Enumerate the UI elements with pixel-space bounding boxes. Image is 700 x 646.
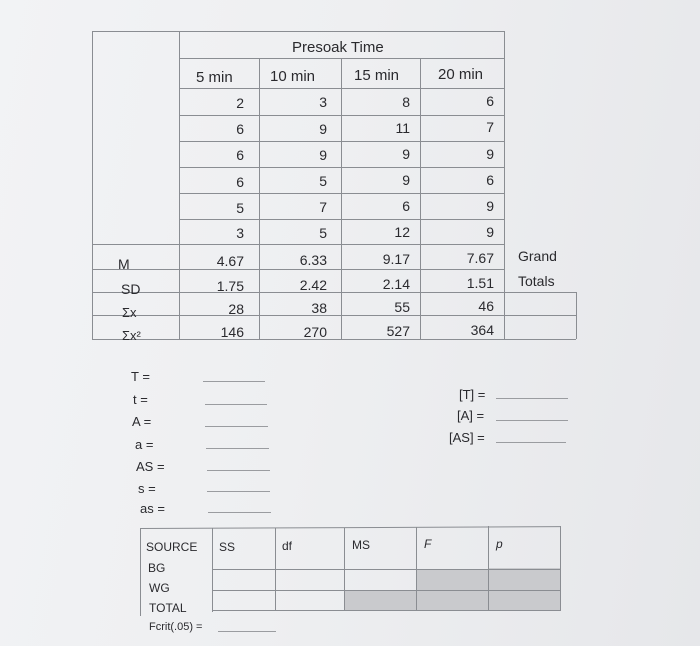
stat-label-sum: Σx [122,305,137,320]
table-cell: 2 [236,95,244,111]
fcrit-label: Fcrit(.05) = [149,621,203,633]
stat-cell: 38 [311,300,327,316]
fcrit-blank[interactable] [218,631,276,632]
stat-cell: 28 [228,301,244,317]
table-cell: 9 [319,121,327,137]
column-header-15min: 15 min [354,67,400,84]
stat-cell: 364 [470,322,494,338]
table-cell: 9 [319,147,327,163]
term-label: t = [133,392,148,407]
stat-cell: 6.33 [299,252,327,268]
table-cell: 6 [236,174,244,190]
table-cell: 9 [402,146,410,162]
anova-header-ms: MS [352,538,370,552]
stat-label-sd: SD [121,281,141,297]
table-cell: 9 [402,172,410,188]
stat-label-sum-squares: Σx² [122,328,141,343]
answer-blank[interactable] [207,491,270,492]
stat-cell: 146 [220,324,244,340]
stat-label-mean: M [118,256,130,272]
table-cell: 12 [394,224,410,240]
table-cell: 7 [319,199,327,215]
term-label: [A] = [457,408,485,423]
answer-blank[interactable] [208,512,271,513]
answer-blank[interactable] [496,442,566,443]
stat-cell: 46 [478,298,494,314]
answer-blank[interactable] [203,381,265,382]
table-cell: 6 [486,93,494,109]
table-cell: 6 [236,147,244,163]
term-label: [T] = [459,387,486,402]
stat-cell: 9.17 [382,251,410,267]
table-cell: 9 [486,198,494,214]
table-cell: 9 [486,146,494,162]
totals-label: Totals [518,273,555,289]
table-cell: 7 [486,119,494,135]
term-label: [AS] = [449,430,485,445]
anova-row-bg: BG [148,561,166,575]
answer-blank[interactable] [205,404,267,405]
stat-cell: 7.67 [466,250,494,266]
anova-header-df: df [282,539,293,553]
grand-label: Grand [518,248,557,264]
table-cell: 6 [486,172,494,188]
stat-cell: 527 [386,323,410,339]
answer-blank[interactable] [206,448,269,449]
term-label: AS = [136,459,165,474]
table-cell: 9 [486,224,494,240]
table-cell: 8 [402,94,410,110]
term-label: a = [135,437,154,452]
table-title: Presoak Time [292,39,384,56]
stat-cell: 1.51 [466,275,494,291]
table-cell: 3 [319,94,327,110]
anova-row-wg: WG [149,581,170,595]
stat-cell: 2.14 [382,276,410,292]
stat-cell: 2.42 [299,277,327,293]
anova-header-ss: SS [219,540,236,554]
column-header-20min: 20 min [438,66,484,83]
column-header-5min: 5 min [196,69,233,86]
term-label: T = [131,369,150,384]
term-label: A = [132,414,152,429]
answer-blank[interactable] [205,426,268,427]
column-header-10min: 10 min [270,68,316,85]
table-cell: 5 [319,173,327,189]
answer-blank[interactable] [496,420,568,421]
anova-header-source: SOURCE [146,540,198,554]
stat-cell: 55 [394,299,410,315]
table-cell: 3 [236,225,244,241]
anova-row-total: TOTAL [149,601,187,615]
table-cell: 5 [319,225,327,241]
table-cell: 11 [395,120,410,136]
stat-cell: 270 [303,324,327,340]
anova-header-f: F [424,537,432,551]
anova-header-p: p [496,537,503,551]
table-cell: 5 [236,200,244,216]
answer-blank[interactable] [207,470,270,471]
table-cell: 6 [236,121,244,137]
table-cell: 6 [402,198,410,214]
stat-cell: 4.67 [216,253,244,269]
stat-cell: 1.75 [216,278,244,294]
term-label: as = [140,501,165,516]
term-label: s = [138,481,156,496]
answer-blank[interactable] [496,398,568,399]
